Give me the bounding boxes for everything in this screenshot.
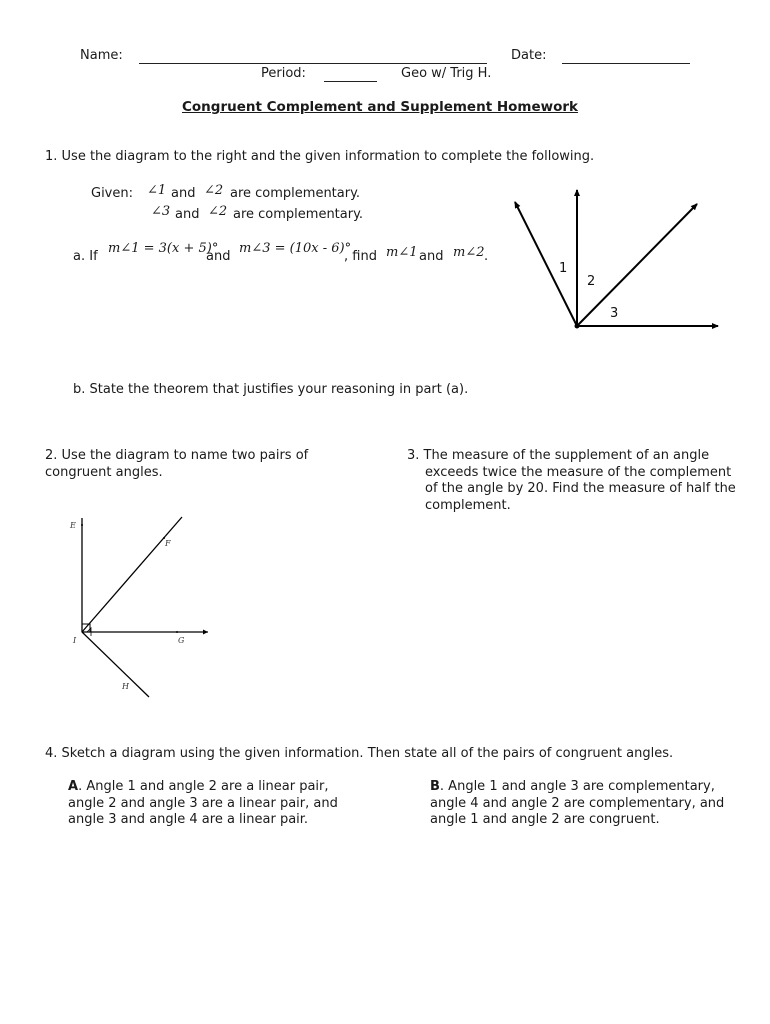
angle-label-2: 2 [587, 274, 596, 289]
period-label: Period: [261, 66, 306, 81]
name-label: Name: [80, 48, 123, 63]
expr-angle1: m∠1 = 3(x + 5)° [108, 241, 219, 256]
q4-a-text: . Angle 1 and angle 2 are a linear pair, angle 2 and angle 3 are a linear pair, and angle 3 and angle 4 are a linear pair. [68, 779, 338, 827]
angle2-symbol-b: ∠2 [208, 204, 228, 219]
point-label-h: H [122, 682, 129, 691]
page-title: Congruent Complement and Supplement Homework [182, 99, 579, 115]
find-text: , find [344, 249, 377, 264]
angle3-symbol: ∠3 [151, 204, 171, 219]
date-line[interactable] [562, 63, 690, 64]
q4-b-letter: B [430, 779, 440, 794]
point-label-i: I [73, 636, 77, 645]
given-label: Given: [91, 186, 133, 201]
find-m1: m∠1 [386, 245, 418, 260]
q1-angle-diagram [500, 182, 725, 337]
ray-left [515, 202, 577, 326]
are-complementary-2: are complementary. [233, 207, 364, 222]
q1-prompt: 1. Use the diagram to the right and the given information to complete the following. [45, 149, 595, 164]
q4-a-letter: A [68, 779, 79, 794]
q4-prompt: 4. Sketch a diagram using the given information. Then state all of the pairs of congruent angles. [45, 746, 674, 761]
period-line[interactable] [324, 81, 377, 82]
q4-part-a [68, 779, 368, 829]
q4-b-text: . Angle 1 and angle 3 are complementary, angle 4 and angle 2 are complementary, and angle 1 and angle 2 are congruent. [430, 779, 725, 827]
expr-angle3: m∠3 = (10x - 6)° [239, 241, 352, 256]
and-text-4: and [419, 249, 444, 264]
and-text-2: and [175, 207, 200, 222]
part-b-text: b. State the theorem that justifies your reasoning in part (a). [73, 382, 469, 397]
point-label-e: E [70, 521, 76, 530]
angle-label-3: 3 [610, 306, 619, 321]
angle2-symbol: ∠2 [204, 183, 224, 198]
ray-diagonal [577, 204, 697, 326]
point-label-f: F [165, 539, 171, 548]
period-mark: . [484, 249, 489, 264]
q2-angle-diagram [60, 508, 220, 703]
course-name: Geo w/ Trig H. [401, 66, 492, 81]
are-complementary-1: are complementary. [230, 186, 361, 201]
and-text-1: and [171, 186, 196, 201]
q2-text: 2. Use the diagram to name two pairs of congruent angles. [45, 448, 309, 480]
name-line[interactable] [139, 63, 487, 64]
find-m2: m∠2 [453, 245, 485, 260]
part-a-if: a. If [73, 249, 98, 264]
date-label: Date: [511, 48, 547, 63]
point-label-g: G [178, 636, 185, 645]
q3-text: 3. The measure of the supplement of an angle exceeds twice the measure of the complement of the angle by 20. Find the measure of half the complement. [407, 448, 736, 513]
and-text-3: and [206, 249, 231, 264]
q4-part-b [430, 779, 730, 829]
angle1-symbol: ∠1 [147, 183, 167, 198]
angle-label-1: 1 [559, 261, 568, 276]
